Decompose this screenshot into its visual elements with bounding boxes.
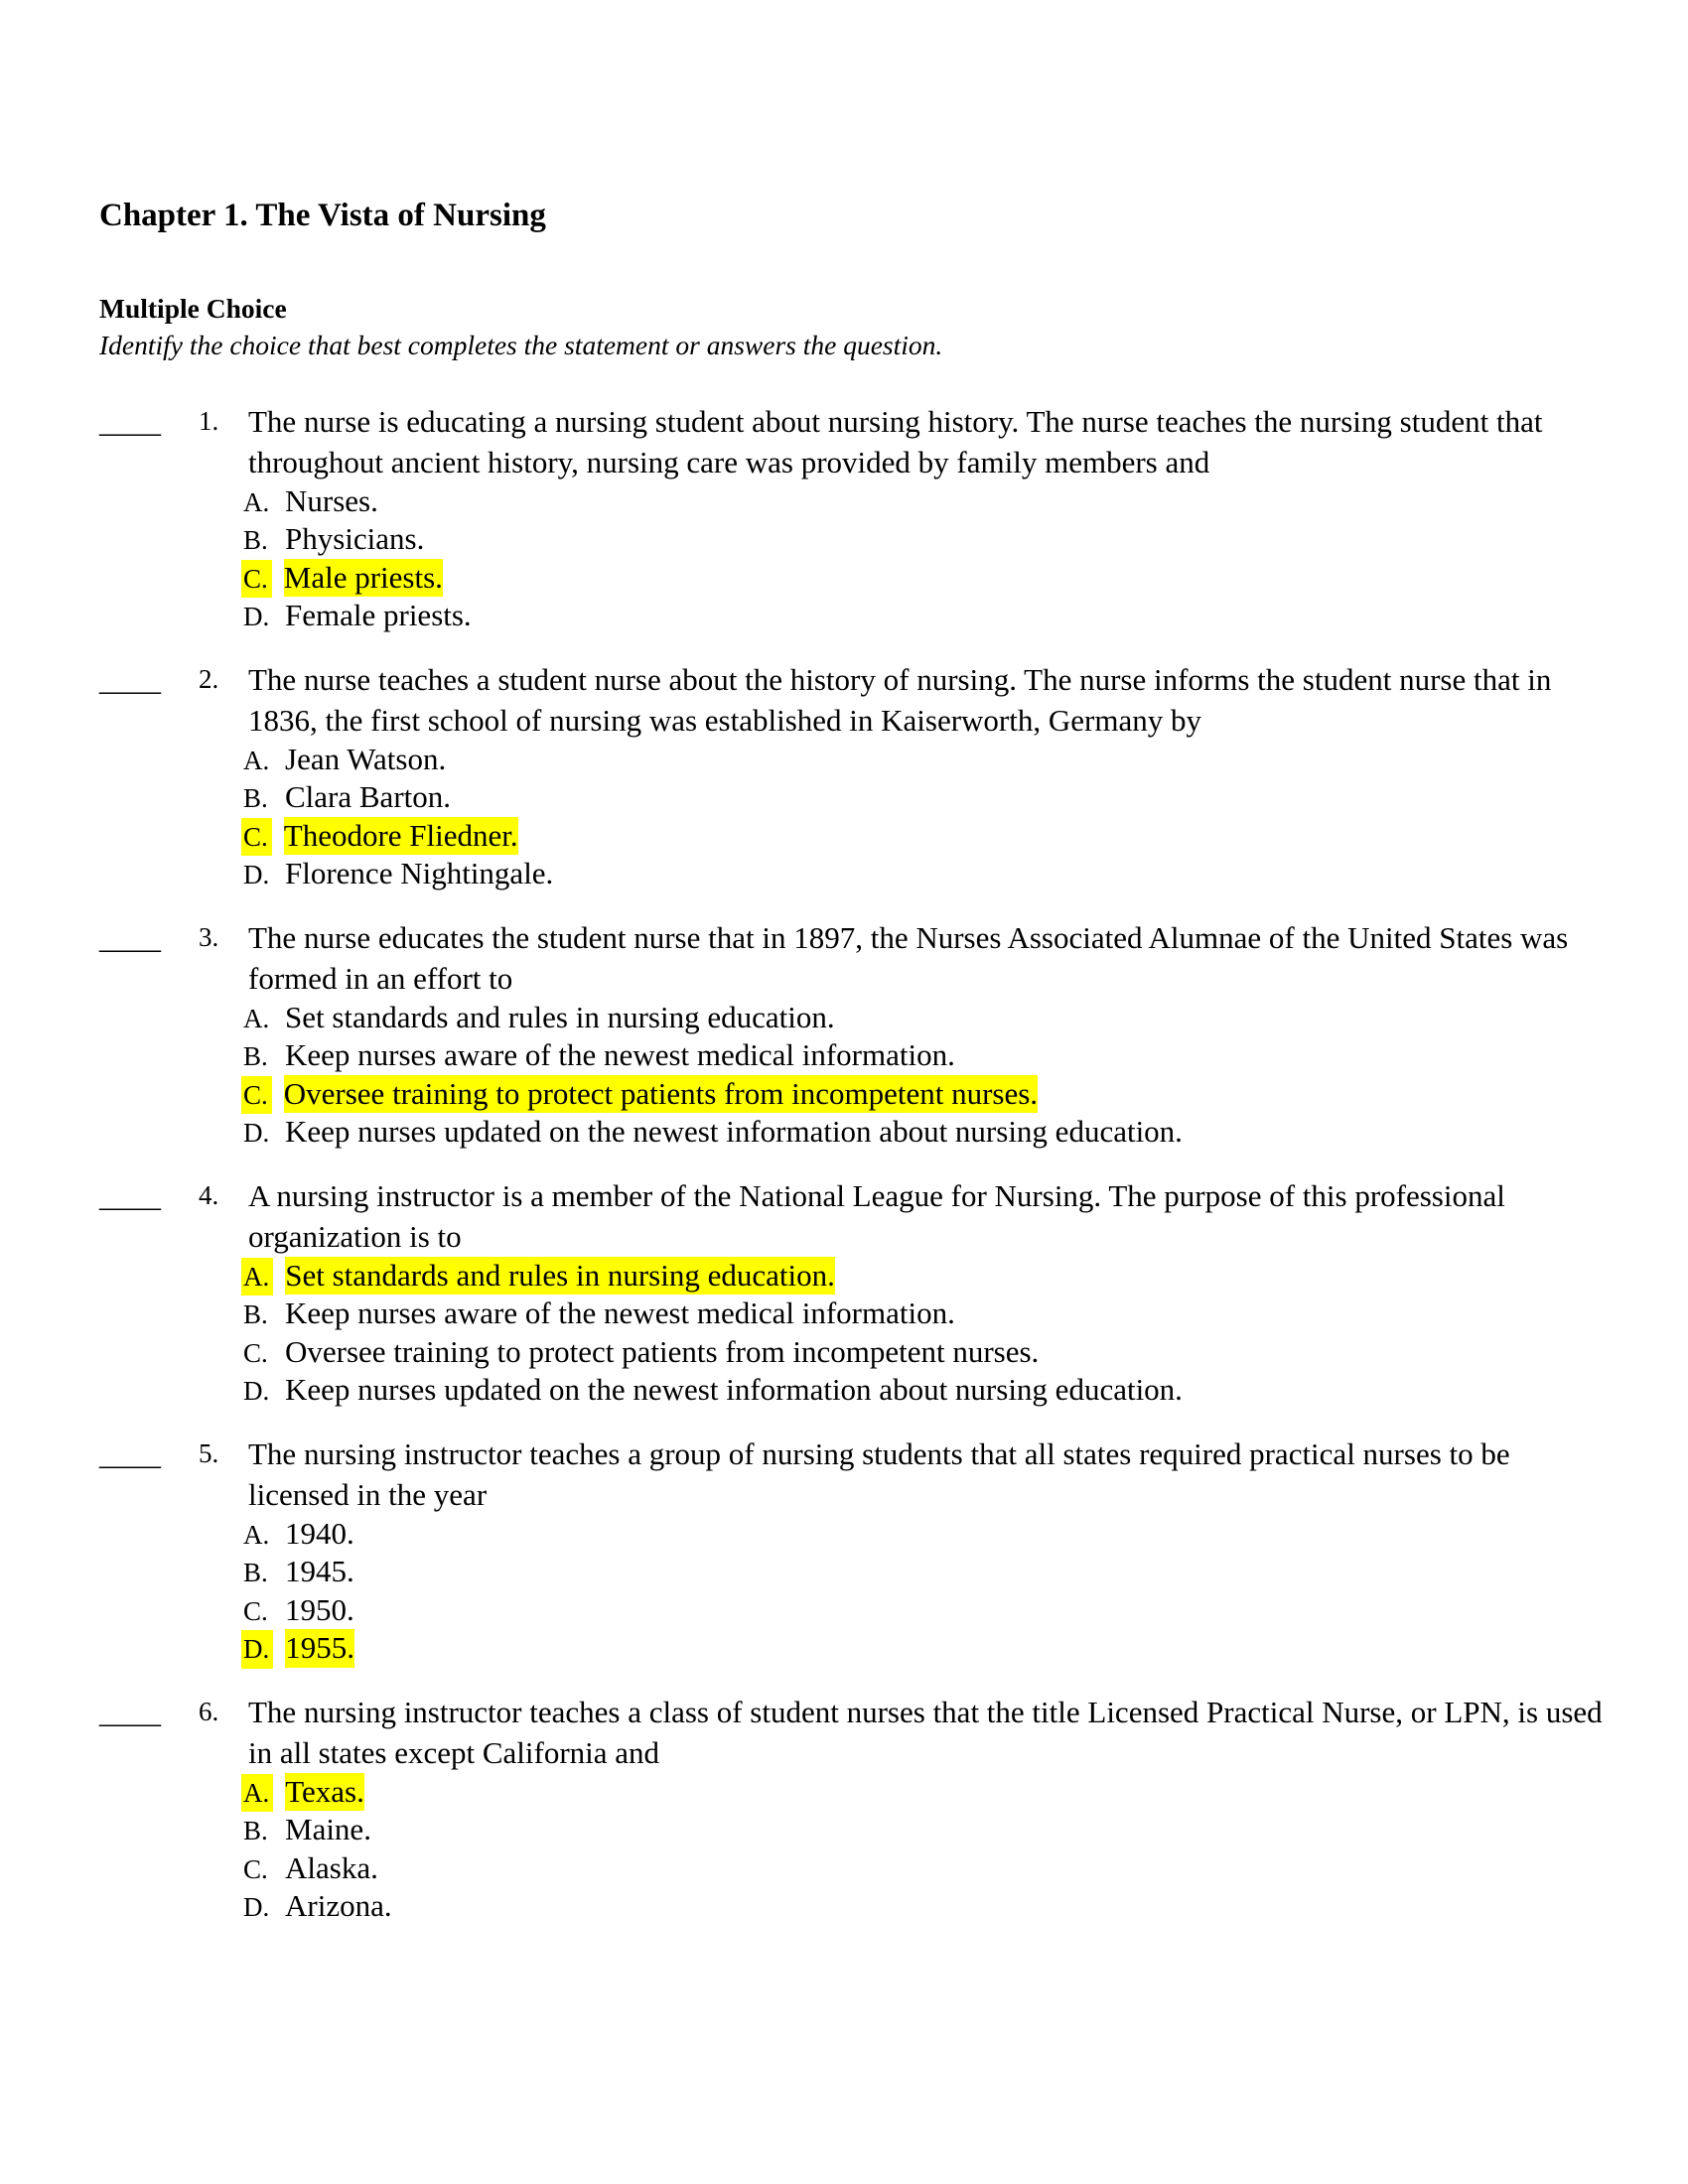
answer-blank: ____ xyxy=(99,919,161,955)
question-text: The nurse is educating a nursing student about nursing history. The nurse teaches the nursing student that throughout ancient history, nursing care was provided by family members and xyxy=(248,403,1543,479)
option-letter: C. xyxy=(241,818,272,857)
answer-option-correct xyxy=(241,1257,1609,1296)
answer-option xyxy=(241,999,1609,1037)
option-letter: B. xyxy=(243,1299,268,1330)
option-letter: B. xyxy=(243,1558,268,1588)
question-item xyxy=(99,1433,1609,1668)
option-list xyxy=(241,1773,1609,1926)
option-letter: D. xyxy=(241,1630,273,1669)
answer-blank: ____ xyxy=(99,661,161,697)
answer-option xyxy=(241,1036,1609,1075)
answer-option-correct xyxy=(241,817,1609,856)
question-text: A nursing instructor is a member of the National League for Nursing. The purpose of this professional organization is to xyxy=(248,1177,1505,1254)
answer-option xyxy=(241,1333,1609,1372)
option-letter: D. xyxy=(243,1892,270,1923)
answer-option xyxy=(241,1371,1609,1410)
answer-option xyxy=(241,1811,1609,1849)
option-letter: C. xyxy=(243,1595,268,1626)
option-text: Nurses. xyxy=(285,482,378,518)
option-letter: D. xyxy=(243,860,270,890)
option-letter: B. xyxy=(243,525,268,556)
option-text: Texas. xyxy=(285,1773,364,1812)
answer-option-correct xyxy=(241,1629,1609,1668)
answer-blank: ____ xyxy=(99,1177,161,1213)
answer-option xyxy=(241,1113,1609,1152)
option-text: 1940. xyxy=(285,1515,354,1551)
answer-option xyxy=(241,1295,1609,1333)
answer-option-correct xyxy=(241,1075,1609,1114)
question-item xyxy=(99,917,1609,1152)
section-heading: Multiple Choice xyxy=(99,292,287,324)
option-text: 1955. xyxy=(285,1629,354,1668)
option-text: Set standards and rules in nursing education. xyxy=(285,1257,835,1296)
question-item xyxy=(99,1175,1609,1410)
answer-option xyxy=(241,1887,1609,1926)
option-letter: C. xyxy=(241,560,272,599)
option-text: Maine. xyxy=(285,1812,371,1847)
question-number: 4. xyxy=(199,1179,219,1210)
answer-option xyxy=(241,482,1609,521)
option-letter: C. xyxy=(243,1337,268,1368)
answer-option-correct xyxy=(241,1773,1609,1812)
option-text: Oversee training to protect patients from incompetent nurses. xyxy=(285,1333,1040,1369)
option-letter: B. xyxy=(243,1041,268,1072)
question-number: 5. xyxy=(199,1437,219,1468)
option-letter: A. xyxy=(243,1519,270,1550)
question-item xyxy=(99,659,1609,893)
option-text: Keep nurses aware of the newest medical information. xyxy=(285,1037,955,1073)
answer-option xyxy=(241,778,1609,817)
answer-blank: ____ xyxy=(99,403,161,439)
question-text: The nurse teaches a student nurse about the history of nursing. The nurse informs the student nurse that in 1836, the first school of nursing was established in Kaiserworth, Germany by xyxy=(248,661,1552,738)
option-text: Arizona. xyxy=(285,1888,392,1924)
option-text: Keep nurses updated on the newest information about nursing education. xyxy=(285,1114,1183,1150)
question-number: 3. xyxy=(199,921,219,952)
option-letter: C. xyxy=(243,1853,268,1884)
option-list xyxy=(241,1257,1609,1410)
document-page xyxy=(99,197,1609,1950)
instructions-text: Identify the choice that best completes the statement or answers the question. xyxy=(99,329,943,360)
option-text: Alaska. xyxy=(285,1849,378,1885)
option-list xyxy=(241,482,1609,635)
option-text: Keep nurses aware of the newest medical information. xyxy=(285,1296,955,1331)
option-letter: A. xyxy=(241,1258,273,1297)
option-letter: A. xyxy=(243,745,270,775)
question-text: The nursing instructor teaches a class of student nurses that the title Licensed Practical Nurse, or LPN, is used in all states except California and xyxy=(248,1694,1603,1770)
answer-option xyxy=(241,1515,1609,1554)
option-text: 1950. xyxy=(285,1591,354,1627)
option-letter: D. xyxy=(243,602,270,632)
answer-option-correct xyxy=(241,559,1609,598)
option-list xyxy=(241,999,1609,1152)
option-text: 1945. xyxy=(285,1554,354,1589)
option-letter: C. xyxy=(241,1076,272,1115)
option-letter: A. xyxy=(243,1003,270,1033)
option-text: Jean Watson. xyxy=(285,741,447,776)
answer-option xyxy=(241,1553,1609,1591)
answer-option xyxy=(241,855,1609,893)
option-text: Set standards and rules in nursing education. xyxy=(285,999,835,1034)
option-list xyxy=(241,741,1609,893)
option-text: Clara Barton. xyxy=(285,779,452,815)
question-number: 6. xyxy=(199,1696,219,1726)
question-text: The nurse educates the student nurse that in 1897, the Nurses Associated Alumnae of the United States was formed in an effort to xyxy=(248,919,1569,996)
option-text: Florence Nightingale. xyxy=(285,856,554,891)
option-text: Female priests. xyxy=(285,598,472,633)
option-letter: A. xyxy=(243,486,270,517)
option-text: Oversee training to protect patients from incompetent nurses. xyxy=(284,1075,1038,1114)
answer-option xyxy=(241,1849,1609,1888)
option-letter: D. xyxy=(243,1376,270,1407)
question-text: The nursing instructor teaches a group of nursing students that all states required practical nurses to be licensed in the year xyxy=(248,1435,1510,1512)
chapter-title: Chapter 1. The Vista of Nursing xyxy=(99,198,546,233)
option-text: Physicians. xyxy=(285,521,425,557)
answer-option xyxy=(241,1591,1609,1630)
question-item xyxy=(99,401,1609,635)
question-number: 1. xyxy=(199,405,219,436)
answer-option xyxy=(241,741,1609,779)
option-list xyxy=(241,1515,1609,1668)
option-text: Male priests. xyxy=(284,559,443,598)
option-text: Theodore Fliedner. xyxy=(284,817,518,856)
answer-blank: ____ xyxy=(99,1435,161,1471)
answer-option xyxy=(241,597,1609,635)
option-text: Keep nurses updated on the newest information about nursing education. xyxy=(285,1372,1183,1408)
answer-blank: ____ xyxy=(99,1694,161,1729)
answer-option xyxy=(241,520,1609,559)
question-list xyxy=(99,401,1609,1926)
option-letter: B. xyxy=(243,1816,268,1846)
option-letter: D. xyxy=(243,1118,270,1149)
question-number: 2. xyxy=(199,663,219,694)
option-letter: B. xyxy=(243,783,268,814)
question-item xyxy=(99,1692,1609,1926)
option-letter: A. xyxy=(241,1774,273,1813)
